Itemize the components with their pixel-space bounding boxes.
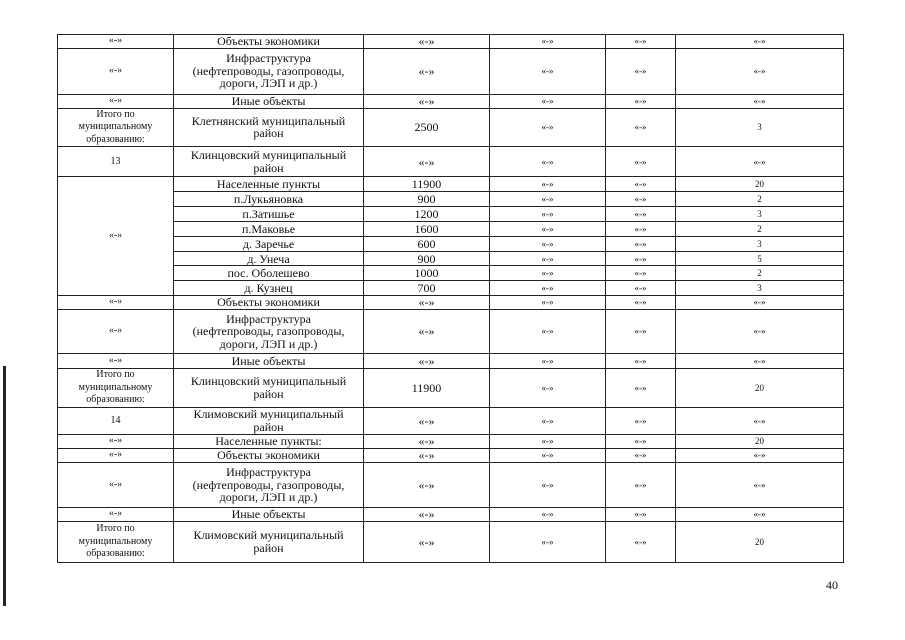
table-row [58,507,844,521]
cell-c2: Клетнянский муниципальный район [174,108,364,147]
cell-c5: «-» [606,407,676,434]
cell-c3: «-» [364,521,490,562]
cell-c5: «-» [606,266,676,281]
cell-c4: «-» [490,192,606,207]
cell-c4: «-» [490,48,606,94]
cell-c5: «-» [606,35,676,49]
cell-c6: «-» [676,462,844,507]
cell-c1: «-» [58,35,174,49]
cell-c4: «-» [490,108,606,147]
cell-c2: Населенные пункты: [174,434,364,448]
table-row [58,108,844,147]
cell-c3: «-» [364,448,490,462]
cell-c6: «-» [676,309,844,353]
cell-c2: Объекты экономики [174,35,364,49]
cell-c4: «-» [490,368,606,407]
cell-c2: Иные объекты [174,507,364,521]
cell-c1: «-» [58,462,174,507]
cell-c5: «-» [606,434,676,448]
cell-c2: п.Маковье [174,222,364,237]
cell-c1: Итого по муниципальному образованию: [58,108,174,147]
table-row [58,48,844,94]
cell-c2: Населенные пункты [174,177,364,192]
cell-c3: 11900 [364,177,490,192]
cell-c1: «-» [58,48,174,94]
cell-c6: 2 [676,192,844,207]
table-row [58,252,844,266]
cell-c4: «-» [490,521,606,562]
cell-c4: «-» [490,507,606,521]
cell-c2: п.Лукьяновка [174,192,364,207]
cell-c6: «-» [676,147,844,177]
cell-c3: 11900 [364,368,490,407]
cell-c4: «-» [490,266,606,281]
cell-c6: «-» [676,48,844,94]
cell-c4: «-» [490,237,606,252]
cell-c6: «-» [676,94,844,108]
cell-c4: «-» [490,177,606,192]
cell-c6: 2 [676,222,844,237]
cell-c4: «-» [490,296,606,310]
cell-c4: «-» [490,94,606,108]
cell-c6: 20 [676,368,844,407]
table-row [58,237,844,252]
table-row [58,448,844,462]
table-row [58,434,844,448]
cell-c2: пос. Оболешево [174,266,364,281]
table-body [58,35,844,563]
cell-c6: «-» [676,407,844,434]
cell-c1: 14 [58,407,174,434]
table-row [58,521,844,562]
cell-c6: «-» [676,507,844,521]
cell-c5: «-» [606,448,676,462]
cell-c4: «-» [490,434,606,448]
table-row [58,309,844,353]
table-row [58,281,844,296]
cell-c5: «-» [606,462,676,507]
cell-c4: «-» [490,309,606,353]
table-row [58,94,844,108]
cell-c2: Инфраструктура (нефтепроводы, газопроводы, дороги, ЛЭП и др.) [174,462,364,507]
cell-c6: «-» [676,296,844,310]
cell-c4: «-» [490,147,606,177]
cell-c3: 1600 [364,222,490,237]
cell-c2: Инфраструктура (нефтепроводы, газопроводы, дороги, ЛЭП и др.) [174,309,364,353]
cell-c3: 900 [364,192,490,207]
cell-c5: «-» [606,368,676,407]
cell-c5: «-» [606,48,676,94]
cell-c1: «-» [58,507,174,521]
cell-c2: Клинцовский муниципальный район [174,368,364,407]
cell-c5: «-» [606,521,676,562]
cell-c5: «-» [606,207,676,222]
table-row [58,177,844,192]
cell-c2: Объекты экономики [174,448,364,462]
cell-c2: д. Кузнец [174,281,364,296]
cell-c3: «-» [364,309,490,353]
cell-c5: «-» [606,507,676,521]
data-table [57,34,844,563]
cell-c3: «-» [364,507,490,521]
table-row [58,207,844,222]
cell-c4: «-» [490,462,606,507]
table-row [58,222,844,237]
scan-margin-line [3,366,6,606]
cell-c1: «-» [58,353,174,368]
cell-c4: «-» [490,281,606,296]
cell-c1: Итого по муниципальному образованию: [58,368,174,407]
cell-c1: 13 [58,147,174,177]
cell-c1: «-» [58,296,174,310]
cell-c1: «-» [58,94,174,108]
cell-c6: 3 [676,207,844,222]
cell-c4: «-» [490,407,606,434]
cell-c5: «-» [606,177,676,192]
cell-c6: 2 [676,266,844,281]
cell-c2: Объекты экономики [174,296,364,310]
cell-c4: «-» [490,35,606,49]
cell-c3: «-» [364,434,490,448]
cell-c6: 20 [676,434,844,448]
table-row [58,368,844,407]
cell-c3: «-» [364,94,490,108]
cell-c3: «-» [364,48,490,94]
cell-c5: «-» [606,252,676,266]
cell-c2: п.Затишье [174,207,364,222]
cell-c2: Климовский муниципальный район [174,407,364,434]
cell-c2: д. Унеча [174,252,364,266]
cell-c3: «-» [364,462,490,507]
table-row [58,296,844,310]
cell-c5: «-» [606,296,676,310]
cell-c6: «-» [676,35,844,49]
cell-c3: «-» [364,353,490,368]
table-row [58,192,844,207]
table-row [58,147,844,177]
cell-c3: «-» [364,296,490,310]
table-row [58,353,844,368]
page-number: 40 [826,578,838,592]
cell-c3: 1000 [364,266,490,281]
cell-c6: 3 [676,281,844,296]
cell-c5: «-» [606,353,676,368]
cell-c3: «-» [364,407,490,434]
cell-c5: «-» [606,237,676,252]
cell-c5: «-» [606,281,676,296]
cell-c4: «-» [490,207,606,222]
cell-c1: «-» [58,448,174,462]
cell-c2: д. Заречье [174,237,364,252]
table-row [58,266,844,281]
cell-c6: 5 [676,252,844,266]
cell-c6: «-» [676,353,844,368]
cell-c2: Инфраструктура (нефтепроводы, газопроводы, дороги, ЛЭП и др.) [174,48,364,94]
cell-c6: 20 [676,177,844,192]
cell-c3: 600 [364,237,490,252]
cell-c5: «-» [606,94,676,108]
cell-c1: Итого по муниципальному образованию: [58,521,174,562]
cell-c6: 3 [676,108,844,147]
cell-c6: «-» [676,448,844,462]
cell-c3: 1200 [364,207,490,222]
cell-c5: «-» [606,309,676,353]
cell-c2: Климовский муниципальный район [174,521,364,562]
cell-c3: «-» [364,147,490,177]
cell-c1: «-» [58,177,174,296]
cell-c6: 20 [676,521,844,562]
cell-c1: «-» [58,434,174,448]
cell-c4: «-» [490,353,606,368]
table-row [58,35,844,49]
table-row [58,462,844,507]
cell-c5: «-» [606,192,676,207]
table-row [58,407,844,434]
cell-c2: Иные объекты [174,94,364,108]
cell-c6: 3 [676,237,844,252]
cell-c4: «-» [490,222,606,237]
cell-c5: «-» [606,147,676,177]
cell-c3: «-» [364,35,490,49]
cell-c4: «-» [490,448,606,462]
cell-c5: «-» [606,108,676,147]
cell-c3: 2500 [364,108,490,147]
cell-c4: «-» [490,252,606,266]
cell-c3: 700 [364,281,490,296]
cell-c3: 900 [364,252,490,266]
cell-c5: «-» [606,222,676,237]
cell-c2: Иные объекты [174,353,364,368]
cell-c1: «-» [58,309,174,353]
cell-c2: Клинцовский муниципальный район [174,147,364,177]
